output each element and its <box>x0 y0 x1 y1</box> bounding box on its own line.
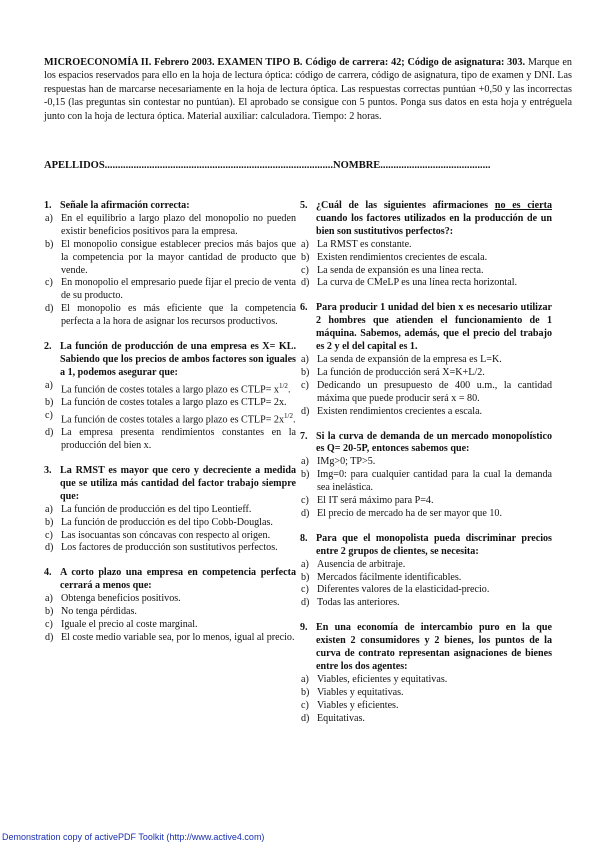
option-text: En el equilibrio a largo plazo del monopolio no pueden existir beneficios positivos para la empresa. <box>61 212 296 237</box>
answer-option-a <box>44 593 296 606</box>
exam-instructions: Marque en los espacios reservados para ello en la hoja de lectura óptica: código de carrera, código de asignatura, tipo de examen y DNI. Las respuestas han de marcarse necesariamente en la hoja de lectura óptica. Las respuestas correctas puntúan +0,50 y las incorrectas -0,15 (las preguntas sin contestar no puntúan). El aprobado se consigue con 5 puntos. Ponga sus datos en esta hoja y entréguela junto con la hoja de lectura óptica. Material auxiliar: calculadora. Tiempo: 2 horas. <box>44 57 572 122</box>
question-title <box>300 431 552 457</box>
option-text: Existen rendimientos crecientes de escala. <box>317 251 488 263</box>
answer-option-c <box>300 700 552 713</box>
answer-option-b <box>44 239 296 278</box>
option-text: En monopolio el empresario puede fijar el precio de venta de su producto. <box>61 277 296 302</box>
question-text: En una economía de intercambio puro en la que existen 2 consumidores y 2 bienes, los puntos de la curva de contrato representan asignaciones de bienes entre los dos agentes: <box>316 622 552 672</box>
option-letter: a) <box>45 379 53 391</box>
option-letter: b) <box>301 571 310 583</box>
answer-option-a <box>300 354 552 367</box>
option-letter: a) <box>45 503 53 515</box>
question-text-post: cuando los factores utilizados en la producción de un bien son sustitutivos perfectos?: <box>316 212 552 237</box>
option-letter: b) <box>45 516 54 528</box>
question-4 <box>44 567 296 644</box>
question-3 <box>44 465 296 555</box>
question-title <box>44 465 296 504</box>
question-1 <box>44 200 296 329</box>
question-text: Para producir 1 unidad del bien x es necesario utilizar 2 hombres que atienden el funcionamiento de 1 máquina. Sabemos, además, que el precio del trabajo es 2 y el del capital es 1. <box>316 302 552 353</box>
answer-option-c <box>300 265 552 278</box>
answer-option-c <box>44 619 296 632</box>
questions-left-column <box>44 200 296 657</box>
question-text: Si la curva de demanda de un mercado monopolístico es Q= 20-5P, entonces sabemos que: <box>316 430 552 455</box>
option-letter: d) <box>301 712 310 724</box>
option-letter: d) <box>301 597 310 609</box>
option-letter: d) <box>301 507 310 519</box>
option-text: El coste medio variable sea, por lo menos, igual al precio. <box>61 631 295 643</box>
answer-option-a <box>44 213 296 239</box>
question-number: 9. <box>300 622 308 634</box>
option-letter: c) <box>301 584 309 596</box>
option-text: Los factores de producción son sustitutivos perfectos. <box>61 542 278 554</box>
question-9 <box>300 622 552 725</box>
answer-option-d <box>44 632 296 645</box>
option-letter: b) <box>301 366 310 378</box>
option-text: El monopolio consigue establecer precios más bajos que la competencia por la mayor cantidad de producto que vende. <box>61 238 296 276</box>
answer-option-c <box>300 380 552 406</box>
answer-option-b <box>44 606 296 619</box>
question-title <box>300 200 552 239</box>
answer-option-b <box>44 397 296 410</box>
option-text: Las isocuantas son cóncavas con respecto al origen. <box>61 529 271 541</box>
option-letter: b) <box>45 606 54 618</box>
question-title <box>300 533 552 559</box>
answer-option-b <box>300 367 552 380</box>
option-letter: a) <box>301 456 309 468</box>
option-letter: d) <box>45 631 54 643</box>
exam-header <box>44 56 572 123</box>
option-text: Ausencia de arbitraje. <box>317 558 406 570</box>
option-text: La empresa presenta rendimientos constantes en la producción del bien x. <box>61 427 296 452</box>
student-name-line: APELLIDOS.......................................................................................NOMBRE.......................................... <box>44 160 491 171</box>
question-number: 6. <box>300 302 308 314</box>
option-letter: d) <box>45 427 54 439</box>
question-text: A corto plazo una empresa en competencia perfecta cerrará a menos que: <box>60 567 296 592</box>
question-number: 1. <box>44 200 52 211</box>
question-number: 7. <box>300 430 308 442</box>
option-letter: c) <box>45 529 53 541</box>
question-number: 2. <box>44 341 52 353</box>
question-title <box>44 567 296 593</box>
answer-option-b <box>300 469 552 495</box>
question-number: 4. <box>44 567 52 579</box>
option-letter: d) <box>45 542 54 554</box>
option-text: Existen rendimientos crecientes a escala. <box>317 405 483 417</box>
option-letter: d) <box>301 405 310 417</box>
option-text: Viables, eficientes y equitativas. <box>317 673 448 685</box>
answer-option-b <box>300 252 552 265</box>
option-text: IMg>0; TP>5. <box>317 456 376 468</box>
option-text: No tenga pérdidas. <box>61 606 137 618</box>
answer-option-d <box>300 277 552 290</box>
answer-option-d <box>44 542 296 555</box>
option-text: Iguale el precio al coste marginal. <box>61 619 198 630</box>
option-letter: c) <box>301 264 309 276</box>
option-letter: c) <box>45 409 53 421</box>
question-text: La RMST es mayor que cero y decreciente a medida que se utiliza más cantidad del factor trabajo siempre que: <box>60 465 296 502</box>
answer-option-a <box>300 674 552 687</box>
option-letter: d) <box>45 303 54 315</box>
answer-option-a <box>44 380 296 397</box>
option-text: La función de producción será X=K+L/2. <box>317 366 485 378</box>
question-number: 8. <box>300 532 308 544</box>
question-text: La función de producción de una empresa es X= KL. Sabiendo que los precios de ambos factores son iguales a 1, podemos asegurar que: <box>60 341 296 378</box>
option-letter: a) <box>45 593 53 605</box>
question-5 <box>300 200 552 290</box>
option-text: El monopolio es más eficiente que la competencia perfecta a la hora de asignar los recursos productivos. <box>61 303 296 328</box>
option-text: Obtenga beneficios positivos. <box>61 593 181 605</box>
option-letter: a) <box>301 558 309 570</box>
question-title <box>300 622 552 674</box>
watermark-footer: Demonstration copy of activePDF Toolkit (http://www.active4.com) <box>2 832 265 842</box>
option-text: Viables y eficientes. <box>317 699 399 711</box>
option-letter: b) <box>301 686 310 698</box>
option-text: Img=0: para cualquier cantidad para la cual la demanda sea inelástica. <box>317 469 552 494</box>
answer-option-c <box>44 277 296 303</box>
question-text: Señale la afirmación correcta: <box>60 200 190 211</box>
answer-option-d <box>300 406 552 419</box>
option-text: Todas las anteriores. <box>317 597 400 609</box>
question-text <box>316 200 552 239</box>
option-text: La función de costes totales a largo plazo es CTLP= $2x^{1/2}$. <box>61 411 296 426</box>
question-number: 3. <box>44 465 52 477</box>
answer-option-a <box>44 504 296 517</box>
answer-option-c <box>300 584 552 597</box>
exam-title: MICROECONOMÍA II. Febrero 2003. EXAMEN TIPO B. Código de carrera: 42; Código de asignatura: 303. <box>44 57 525 68</box>
option-text: La senda de expansión de la empresa es L=K. <box>317 353 502 365</box>
answer-option-b <box>44 517 296 530</box>
option-letter: c) <box>45 277 53 289</box>
option-text: Dedicando un presupuesto de 400 u.m., la cantidad máxima que puede producir será x = 80. <box>317 379 552 404</box>
question-text-pre: ¿Cuál de las siguientes afirmaciones <box>316 200 495 211</box>
option-letter: b) <box>45 397 54 409</box>
question-text-underlined: no es cierta <box>494 200 552 211</box>
option-text: El IT será máximo para P=4. <box>317 495 434 507</box>
option-letter: a) <box>45 212 53 224</box>
option-text: La función de costes totales a largo plazo es CTLP= $x^{1/2}$. <box>61 381 291 396</box>
question-text: Para que el monopolista pueda discriminar precios entre 2 grupos de clientes, se necesita: <box>316 532 552 557</box>
option-letter: c) <box>45 619 53 630</box>
option-text: Mercados fácilmente identificables. <box>317 571 462 583</box>
option-text: La curva de CMeLP es una línea recta horizontal. <box>317 277 518 289</box>
answer-option-c <box>44 530 296 543</box>
option-text: La RMST es constante. <box>317 238 412 250</box>
option-letter: c) <box>301 495 309 507</box>
answer-option-b <box>300 687 552 700</box>
answer-option-b <box>300 572 552 585</box>
questions-right-column <box>300 200 552 738</box>
answer-option-c <box>300 495 552 508</box>
answer-option-a <box>300 456 552 469</box>
option-text: La función de producción es del tipo Leontieff. <box>61 503 252 515</box>
option-letter: d) <box>301 277 310 289</box>
answer-option-d <box>44 427 296 453</box>
question-number: 5. <box>300 200 308 211</box>
option-letter: c) <box>301 379 309 391</box>
answer-option-d <box>300 713 552 726</box>
option-text: La función de producción es del tipo Cobb-Douglas. <box>61 516 273 528</box>
option-text: El precio de mercado ha de ser mayor que 10. <box>317 507 502 519</box>
option-text: La función de costes totales a largo plazo es CTLP= 2x. <box>61 397 287 409</box>
question-2 <box>44 341 296 453</box>
answer-option-a <box>300 559 552 572</box>
option-letter: b) <box>45 238 54 250</box>
answer-option-d <box>300 508 552 521</box>
question-title <box>44 200 296 213</box>
option-text: Viables y equitativas. <box>317 686 404 698</box>
question-7 <box>300 431 552 521</box>
answer-option-a <box>300 239 552 252</box>
option-letter: c) <box>301 699 309 711</box>
answer-option-d <box>300 597 552 610</box>
question-8 <box>300 533 552 610</box>
option-letter: a) <box>301 673 309 685</box>
option-letter: b) <box>301 251 310 263</box>
option-text: Diferentes valores de la elasticidad-precio. <box>317 584 490 596</box>
question-title <box>300 302 552 354</box>
question-title <box>44 341 296 380</box>
option-text: La senda de expansión es una línea recta. <box>317 264 484 276</box>
option-letter: a) <box>301 353 309 365</box>
option-letter: b) <box>301 469 310 481</box>
question-6 <box>300 302 552 418</box>
option-text: Equitativas. <box>317 712 365 724</box>
answer-option-d <box>44 303 296 329</box>
option-letter: a) <box>301 238 309 250</box>
answer-option-c <box>44 410 296 427</box>
